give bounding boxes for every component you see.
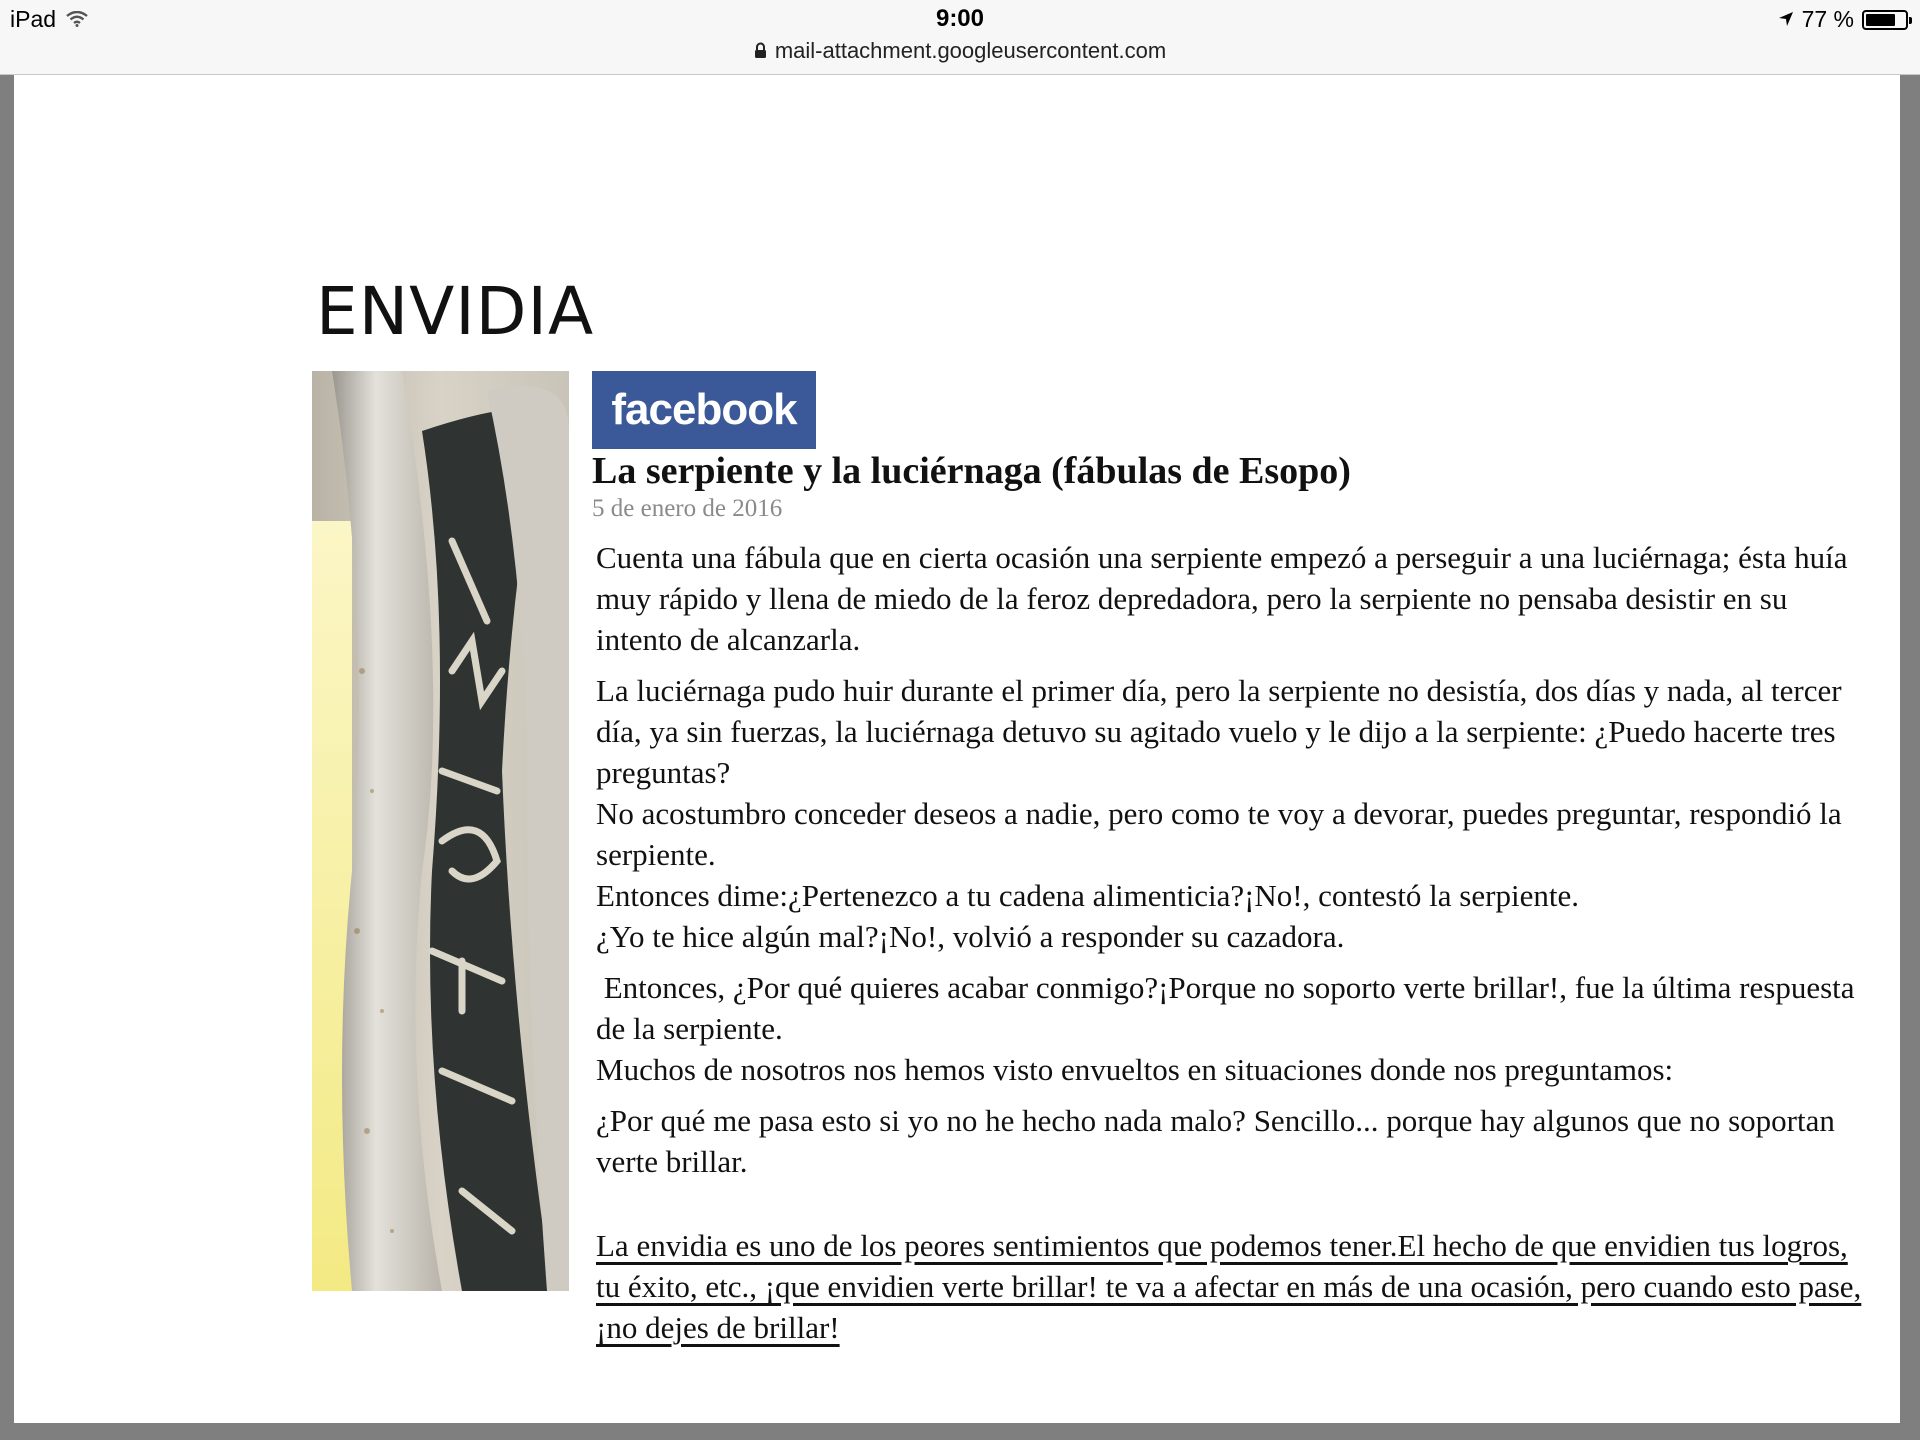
battery-level-fill — [1866, 14, 1895, 26]
paragraph: Entonces, ¿Por qué quieres acabar conmigo?¡Porque no soporto verte brillar!, fue la última respuesta de la serpiente. — [596, 970, 1863, 1046]
closing-paragraph: La envidia es uno de los peores sentimientos que podemos tener.El hecho de que envidien tus logros, tu éxito, etc., ¡que envidien verte brillar! te va a afectar en más de una ocasión, pero cuando esto pase, ¡no dejes de brillar! — [596, 1228, 1862, 1345]
paragraph: La luciérnaga pudo huir durante el primer día, pero la serpiente no desistía, dos días y nada, al tercer día, ya sin fuerzas, la luciérnaga detuvo su agitado vuelo y le dijo a la serpiente: ¿Puedo hacerte tres preguntas? — [596, 673, 1842, 790]
status-right — [1778, 6, 1908, 33]
facebook-logo: facebook — [592, 371, 816, 449]
battery-percent: 77 % — [1801, 6, 1854, 32]
article-body — [596, 537, 1876, 1348]
document-page — [14, 75, 1900, 1423]
device-name: iPad — [10, 6, 57, 32]
lock-icon — [754, 39, 767, 65]
address-bar[interactable] — [0, 38, 1920, 65]
paragraph: Entonces dime:¿Pertenezco a tu cadena alimenticia?¡No!, contestó la serpiente. — [596, 878, 1579, 913]
location-arrow-icon — [1778, 6, 1794, 33]
paragraph: No acostumbro conceder deseos a nadie, pero como te voy a devorar, puedes preguntar, respondió la serpiente. — [596, 796, 1842, 872]
paragraph: Cuenta una fábula que en cierta ocasión una serpiente empezó a perseguir a una luciérnaga; ésta huía muy rápido y llena de miedo de la feroz depredadora, pero la serpiente no pensaba desistir en su intento de alcanzarla. — [596, 540, 1848, 657]
battery-icon — [1862, 10, 1908, 30]
article-title: La serpiente y la luciérnaga (fábulas de Esopo) — [592, 450, 1351, 492]
paragraph: ¿Por qué me pasa esto si yo no he hecho nada malo? Sencillo... porque hay algunos que no soportan verte brillar. — [596, 1103, 1835, 1179]
url-text: mail-attachment.googleusercontent.com — [774, 38, 1167, 63]
clock: 9:00 — [935, 5, 985, 32]
paragraph: Muchos de nosotros nos hemos visto envueltos en situaciones donde nos preguntamos: — [596, 1052, 1674, 1087]
status-bar — [0, 0, 1920, 75]
ring-photo — [312, 371, 569, 1291]
paragraph: ¿Yo te hice algún mal?¡No!, volvió a responder su cazadora. — [596, 919, 1345, 954]
page-title: ENVIDIA — [316, 273, 595, 350]
article-date: 5 de enero de 2016 — [592, 495, 783, 522]
